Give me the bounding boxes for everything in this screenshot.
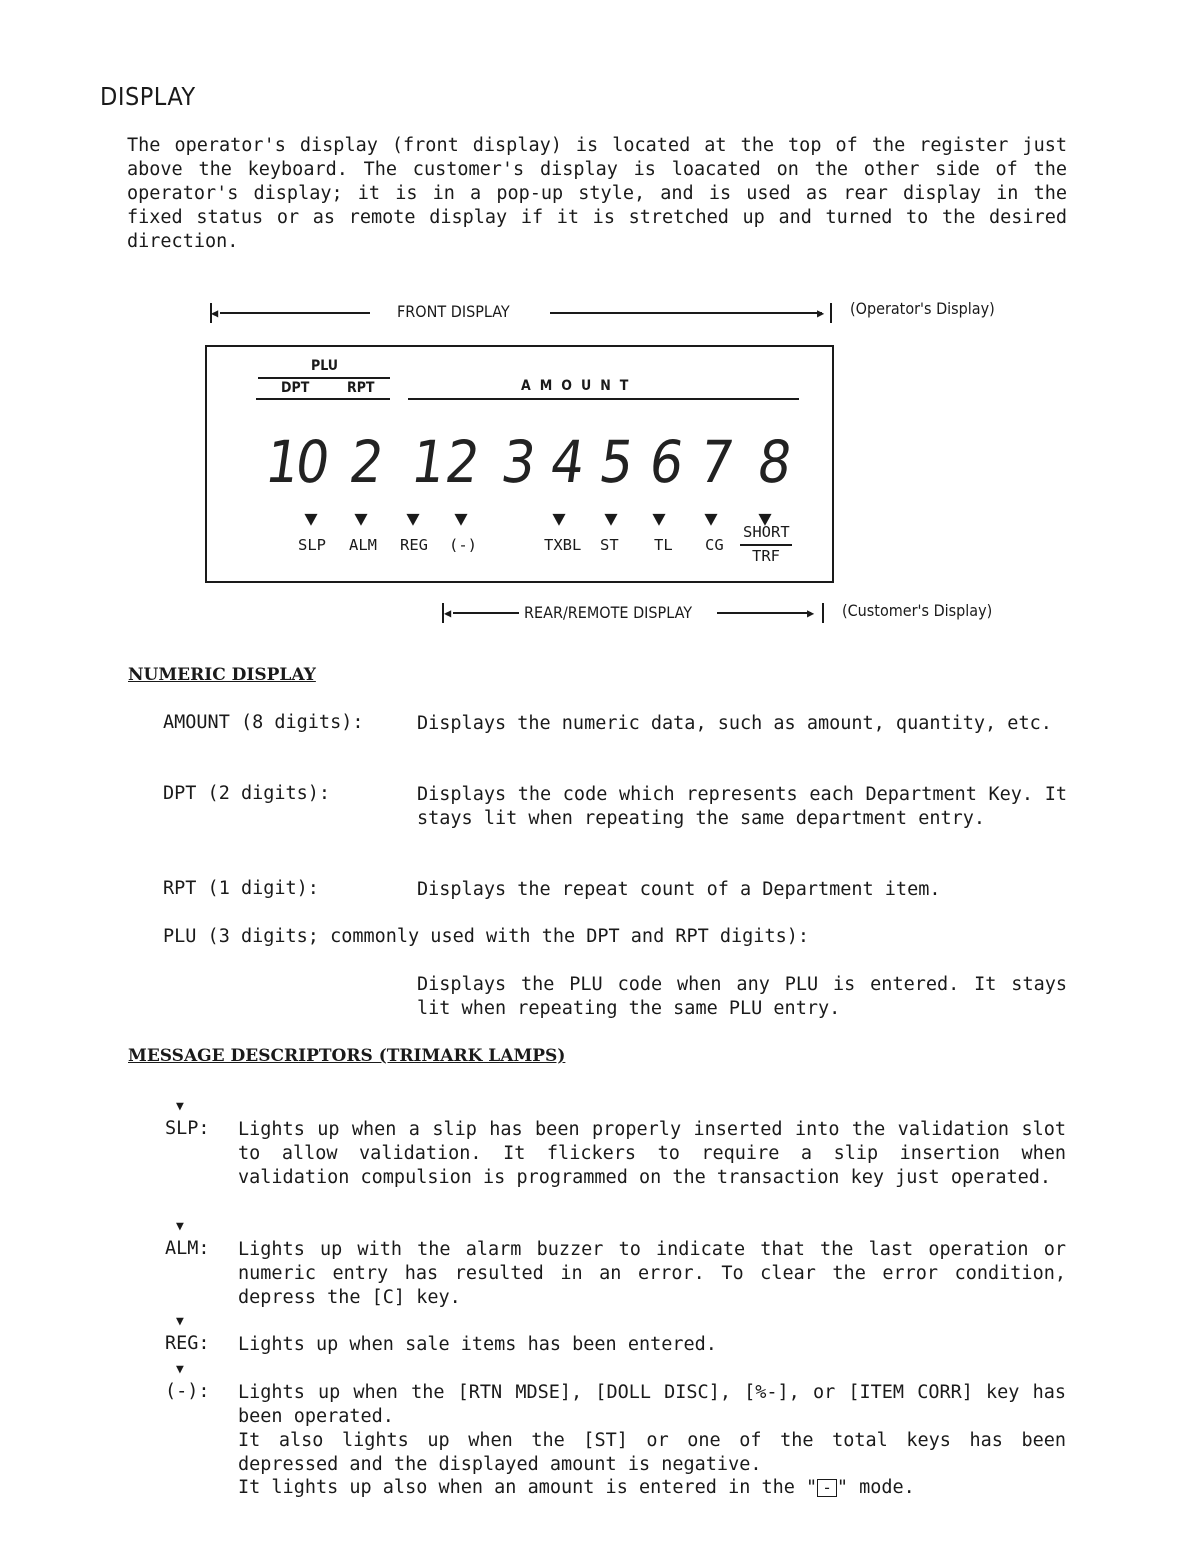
numeric-display-heading: NUMERIC DISPLAY	[128, 665, 316, 685]
desc-reg: Lights up when sale items has been entered.	[238, 1334, 717, 1355]
rpt-label: RPT	[347, 380, 375, 396]
digit-5: 2	[441, 428, 484, 496]
lamp-label-alm: ALM	[349, 536, 377, 554]
lamp-label-tl: TL	[654, 536, 673, 554]
digit-1: 1	[261, 428, 304, 496]
digit-4: 1	[407, 428, 450, 496]
lamp-label-slp: SLP	[298, 536, 326, 554]
lamp-label-trf: TRF	[752, 547, 780, 565]
rear-display-note: (Customer's Display)	[842, 601, 993, 620]
intro-paragraph: The operator's display (front display) is located at the top of the register just above the keyboard. The customer's display is loacated on the other side of the operator's display; it is in a pop-up style, and is used as rear display in the fixed status or as remote display if it is stretched up and turned to the desired direction.	[127, 135, 1067, 252]
lamp-label-reg: REG	[400, 536, 428, 554]
lamp-label-minus: (-)	[449, 536, 477, 554]
plu-label: PLU	[311, 358, 338, 374]
digit-2: 0	[291, 428, 334, 496]
alm-marker-icon: ▼	[176, 1219, 184, 1234]
front-display-label: FRONT DISPLAY	[397, 302, 510, 321]
desc-amount: Displays the numeric data, such as amount, quantity, etc.	[417, 713, 1052, 734]
term-reg: REG:	[165, 1333, 210, 1354]
triangle-short-icon: ▼	[758, 506, 772, 530]
digit-11: 8	[753, 428, 796, 496]
page-title: DISPLAY	[100, 82, 196, 111]
rear-display-label: REAR/REMOTE DISPLAY	[524, 603, 693, 622]
triangle-slp-icon: ▼	[304, 506, 318, 530]
term-amount: AMOUNT (8 digits):	[163, 712, 364, 733]
desc-minus-3: It lights up also when an amount is entered in the " - " mode.	[238, 1477, 915, 1498]
desc-alm: Lights up with the alarm buzzer to indicate that the last operation or numeric entry has resulted in an error. To clear the error condition, depress the [C] key.	[238, 1239, 1066, 1308]
lamp-label-cg: CG	[705, 536, 724, 554]
digit-7: 4	[546, 428, 589, 496]
triangle-st-icon: ▼	[604, 506, 618, 530]
digit-9: 6	[645, 428, 688, 496]
digit-10: 7	[695, 428, 738, 496]
desc-rpt: Displays the repeat count of a Department item.	[417, 879, 941, 900]
digit-8: 5	[595, 428, 638, 496]
lamp-label-st: ST	[600, 536, 619, 554]
slp-marker-icon: ▼	[176, 1099, 184, 1114]
term-alm: ALM:	[165, 1238, 210, 1259]
reg-marker-icon: ▼	[176, 1314, 184, 1329]
triangle-reg-icon: ▼	[406, 506, 420, 530]
triangle-txbl-icon: ▼	[552, 506, 566, 530]
desc-dpt: Displays the code which represents each Department Key. It stays lit when repeating the same department entry.	[417, 784, 1067, 829]
triangle-cg-icon: ▼	[704, 506, 718, 530]
triangle-tl-icon: ▼	[652, 506, 666, 530]
minus-mode-key-icon: -	[817, 1479, 837, 1497]
amount-label: AMOUNT	[521, 378, 638, 394]
desc-slp: Lights up when a slip has been properly inserted into the validation slot to allow validation. It flickers to require a slip insertion when validation compulsion is programmed on the transaction key just operated.	[238, 1119, 1066, 1188]
desc-minus-2: It also lights up when the [ST] or one of the total keys has been depressed and the displayed amount is negative.	[238, 1430, 1066, 1475]
front-display-arrow: ◀ ▶	[208, 301, 836, 325]
desc-minus: Lights up when the [RTN MDSE], [DOLL DISC], [%-], or [ITEM CORR] key has been operated.	[238, 1382, 1066, 1427]
triangle-alm-icon: ▼	[354, 506, 368, 530]
rear-display-arrow: ◀ ▶	[441, 601, 827, 625]
term-slp: SLP:	[165, 1118, 210, 1139]
term-minus: (-):	[165, 1381, 210, 1402]
term-plu: PLU (3 digits; commonly used with the DPT and RPT digits):	[163, 926, 810, 947]
minus-marker-icon: ▼	[176, 1362, 184, 1377]
triangle-minus-icon: ▼	[454, 506, 468, 530]
digit-6: 3	[497, 428, 540, 496]
term-rpt: RPT (1 digit):	[163, 878, 319, 899]
front-display-note: (Operator's Display)	[850, 299, 995, 318]
term-dpt: DPT (2 digits):	[163, 783, 331, 804]
lamp-label-short: SHORT	[743, 523, 790, 541]
lamp-label-txbl: TXBL	[544, 536, 582, 554]
digit-3: 2	[345, 428, 388, 496]
message-descriptors-heading: MESSAGE DESCRIPTORS (TRIMARK LAMPS)	[128, 1046, 566, 1066]
dpt-label: DPT	[281, 380, 310, 396]
desc-plu: Displays the PLU code when any PLU is entered. It stays lit when repeating the same PLU entry.	[417, 974, 1067, 1019]
